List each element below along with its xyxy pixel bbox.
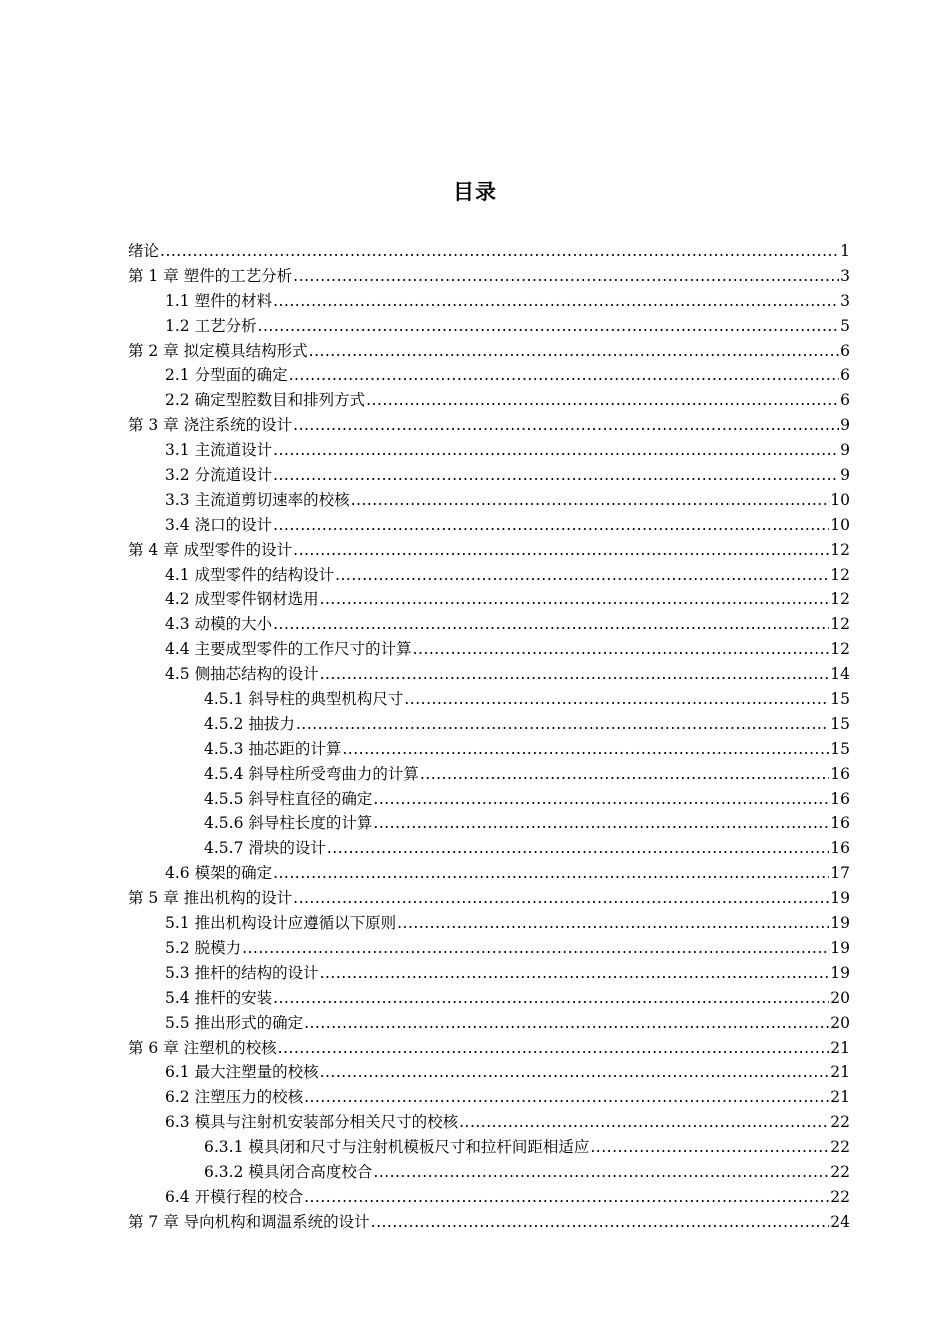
toc-entry[interactable] — [128, 314, 850, 339]
toc-entry-label: 2.1 分型面的确定 — [165, 366, 288, 385]
toc-entry[interactable] — [128, 612, 850, 637]
dot-leader — [293, 886, 829, 911]
toc-entry-page-number: 17 — [830, 864, 850, 883]
toc-entry[interactable] — [128, 488, 850, 513]
dot-leader — [320, 587, 830, 612]
toc-entry-label: 4.3 动模的大小 — [165, 615, 273, 634]
toc-entry-label: 绪论 — [128, 242, 160, 260]
toc-entry-label: 4.5.4 斜导柱所受弯曲力的计算 — [204, 764, 419, 783]
toc-entry-page-number: 22 — [830, 1162, 850, 1181]
toc-entry-page-number: 21 — [830, 1088, 850, 1107]
dot-leader — [351, 488, 830, 513]
toc-entry[interactable] — [128, 264, 850, 289]
toc-entry-page-number: 6 — [840, 341, 850, 360]
toc-entry-page-number: 6 — [840, 366, 850, 385]
toc-entry-label: 第 5 章 推出机构的设计 — [128, 889, 293, 908]
toc-entry[interactable] — [128, 289, 850, 314]
dot-leader — [420, 762, 829, 787]
toc-entry[interactable] — [128, 1085, 850, 1110]
toc-entry-label: 3.2 分流道设计 — [165, 466, 273, 485]
toc-entry-page-number: 21 — [830, 1038, 850, 1057]
toc-entry-page-number: 16 — [830, 839, 850, 858]
table-of-contents — [128, 239, 850, 1235]
toc-entry-label: 4.1 成型零件的结构设计 — [165, 565, 335, 584]
toc-entry[interactable] — [128, 463, 850, 488]
dot-leader — [335, 563, 829, 588]
toc-entry[interactable] — [128, 662, 850, 687]
toc-entry[interactable] — [128, 1185, 850, 1210]
toc-entry-label: 4.5.5 斜导柱直径的确定 — [204, 789, 373, 808]
toc-entry-label: 5.5 推出形式的确定 — [165, 1013, 304, 1032]
toc-entry-label: 4.5.2 抽拔力 — [204, 714, 295, 733]
toc-entry[interactable] — [128, 363, 850, 388]
toc-entry-label: 4.5.1 斜导柱的典型机构尺寸 — [204, 690, 404, 709]
dot-leader — [289, 363, 840, 388]
toc-entry-label: 4.5.3 抽芯距的计算 — [204, 739, 342, 758]
dot-leader — [342, 737, 829, 762]
toc-entry-label: 1.2 工艺分析 — [165, 316, 257, 335]
toc-entry[interactable] — [128, 861, 850, 886]
dot-leader — [293, 264, 839, 289]
dot-leader — [273, 612, 829, 637]
dot-leader — [273, 289, 839, 314]
toc-entry[interactable] — [128, 762, 850, 787]
toc-entry-page-number: 16 — [830, 789, 850, 808]
dot-leader — [320, 662, 830, 687]
toc-entry-label: 5.3 推杆的结构的设计 — [165, 963, 319, 982]
toc-entry-page-number: 14 — [830, 665, 850, 684]
toc-entry-label: 6.4 开模行程的校合 — [165, 1187, 304, 1206]
toc-entry[interactable] — [128, 737, 850, 762]
dot-leader — [304, 1185, 829, 1210]
page-title: 目录 — [453, 180, 497, 204]
toc-entry-page-number: 3 — [840, 291, 850, 310]
dot-leader — [371, 1210, 830, 1235]
toc-entry-page-number: 22 — [830, 1187, 850, 1206]
toc-entry[interactable] — [128, 1060, 850, 1085]
dot-leader — [293, 413, 839, 438]
toc-entry-page-number: 22 — [830, 1138, 850, 1157]
toc-entry-page-number: 20 — [830, 1013, 850, 1032]
toc-entry-page-number: 12 — [830, 590, 850, 609]
dot-leader — [327, 836, 829, 861]
toc-entry-page-number: 16 — [830, 814, 850, 833]
toc-entry[interactable] — [128, 637, 850, 662]
dot-leader — [273, 438, 839, 463]
toc-entry-page-number: 9 — [840, 466, 850, 485]
dot-leader — [459, 1110, 829, 1135]
toc-entry-page-number: 15 — [830, 739, 850, 758]
toc-entry[interactable] — [128, 836, 850, 861]
toc-entry-page-number: 22 — [830, 1113, 850, 1132]
toc-entry-label: 第 3 章 浇注系统的设计 — [128, 416, 293, 435]
toc-entry-label: 6.3 模具与注射机安装部分相关尺寸的校核 — [165, 1113, 459, 1132]
toc-entry-page-number: 21 — [830, 1063, 850, 1082]
toc-entry-page-number: 24 — [830, 1212, 850, 1231]
dot-leader — [278, 1036, 830, 1061]
toc-entry-label: 4.5.6 斜导柱长度的计算 — [204, 814, 373, 833]
toc-entry-label: 6.3.1 模具闭和尺寸与注射机模板尺寸和拉杆间距相适应 — [204, 1138, 590, 1157]
toc-entry-label: 3.3 主流道剪切速率的校核 — [165, 490, 350, 509]
toc-entry-page-number: 10 — [830, 515, 850, 534]
dot-leader — [258, 314, 840, 339]
toc-entry-page-number: 9 — [840, 416, 850, 435]
toc-entry-page-number: 15 — [830, 714, 850, 733]
toc-entry[interactable] — [128, 388, 850, 413]
toc-entry-label: 4.6 模架的确定 — [165, 864, 273, 883]
toc-entry[interactable] — [128, 563, 850, 588]
toc-entry-page-number: 19 — [830, 963, 850, 982]
toc-entry-label: 5.1 推出机构设计应遵循以下原则 — [165, 914, 397, 933]
dot-leader — [320, 961, 830, 986]
toc-entry[interactable] — [128, 1036, 850, 1061]
dot-leader — [590, 1135, 829, 1160]
dot-leader — [373, 811, 829, 836]
dot-leader — [273, 513, 829, 538]
dot-leader — [293, 538, 829, 563]
toc-entry-page-number: 20 — [830, 988, 850, 1007]
dot-leader — [413, 637, 830, 662]
dot-leader — [296, 712, 829, 737]
dot-leader — [320, 1060, 830, 1085]
toc-entry-page-number: 12 — [830, 615, 850, 634]
toc-entry-label: 第 2 章 拟定模具结构形式 — [128, 341, 308, 360]
toc-entry-label: 2.2 确定型腔数目和排列方式 — [165, 391, 366, 410]
toc-entry-page-number: 12 — [830, 640, 850, 659]
toc-entry[interactable] — [128, 986, 850, 1011]
toc-entry[interactable] — [128, 712, 850, 737]
toc-entry-label: 6.2 注塑压力的校核 — [165, 1088, 304, 1107]
dot-leader — [397, 911, 829, 936]
toc-entry-page-number: 5 — [840, 316, 850, 335]
toc-entry-label: 1.1 塑件的材料 — [165, 291, 273, 310]
toc-entry-label: 4.5 侧抽芯结构的设计 — [165, 665, 319, 684]
dot-leader — [373, 1160, 829, 1185]
toc-entry[interactable] — [128, 787, 850, 812]
toc-entry-page-number: 10 — [830, 490, 850, 509]
toc-entry[interactable] — [128, 811, 850, 836]
toc-entry[interactable] — [128, 1160, 850, 1185]
toc-entry[interactable] — [128, 587, 850, 612]
toc-entry[interactable] — [128, 1011, 850, 1036]
dot-leader — [273, 986, 829, 1011]
toc-entry[interactable] — [128, 339, 850, 364]
toc-entry-label: 第 1 章 塑件的工艺分析 — [128, 266, 293, 285]
toc-entry[interactable] — [128, 936, 850, 961]
toc-entry[interactable] — [128, 438, 850, 463]
toc-entry-page-number: 6 — [840, 391, 850, 410]
toc-entry-label: 3.1 主流道设计 — [165, 441, 273, 460]
dot-leader — [304, 1011, 829, 1036]
toc-entry-label: 5.2 脱模力 — [165, 938, 242, 957]
toc-entry-label: 4.5.7 滑块的设计 — [204, 839, 326, 858]
toc-entry-page-number: 12 — [830, 565, 850, 584]
toc-entry-page-number: 1 — [840, 242, 850, 260]
toc-entry-label: 6.1 最大注塑量的校核 — [165, 1063, 319, 1082]
dot-leader — [160, 239, 839, 264]
toc-entry[interactable] — [128, 1135, 850, 1160]
toc-entry-label: 4.2 成型零件钢材选用 — [165, 590, 319, 609]
toc-entry[interactable] — [128, 687, 850, 712]
toc-entry-label: 第 6 章 注塑机的校核 — [128, 1038, 277, 1057]
toc-entry-label: 4.4 主要成型零件的工作尺寸的计算 — [165, 640, 412, 659]
toc-entry-page-number: 19 — [830, 938, 850, 957]
dot-leader — [404, 687, 829, 712]
toc-entry-page-number: 15 — [830, 690, 850, 709]
toc-entry-page-number: 16 — [830, 764, 850, 783]
dot-leader — [242, 936, 829, 961]
toc-entry-page-number: 19 — [830, 889, 850, 908]
toc-entry-page-number: 19 — [830, 914, 850, 933]
toc-entry-label: 3.4 浇口的设计 — [165, 515, 273, 534]
toc-entry[interactable] — [128, 911, 850, 936]
toc-entry-label: 第 7 章 导向机构和调温系统的设计 — [128, 1212, 370, 1231]
dot-leader — [273, 463, 839, 488]
toc-entry[interactable] — [128, 413, 850, 438]
toc-entry[interactable] — [128, 513, 850, 538]
dot-leader — [304, 1085, 829, 1110]
toc-entry-page-number: 9 — [840, 441, 850, 460]
dot-leader — [366, 388, 839, 413]
toc-entry[interactable] — [128, 961, 850, 986]
toc-entry[interactable] — [128, 538, 850, 563]
dot-leader — [309, 339, 839, 364]
toc-entry[interactable] — [128, 886, 850, 911]
toc-entry[interactable] — [128, 1210, 850, 1235]
toc-entry-label: 5.4 推杆的安装 — [165, 988, 273, 1007]
dot-leader — [273, 861, 829, 886]
dot-leader — [373, 787, 829, 812]
toc-entry-page-number: 3 — [840, 266, 850, 285]
toc-entry-label: 第 4 章 成型零件的设计 — [128, 540, 293, 559]
toc-entry-label: 6.3.2 模具闭合高度校合 — [204, 1162, 373, 1181]
toc-entry-page-number: 12 — [830, 540, 850, 559]
toc-entry[interactable] — [128, 1110, 850, 1135]
toc-entry[interactable] — [128, 239, 850, 264]
